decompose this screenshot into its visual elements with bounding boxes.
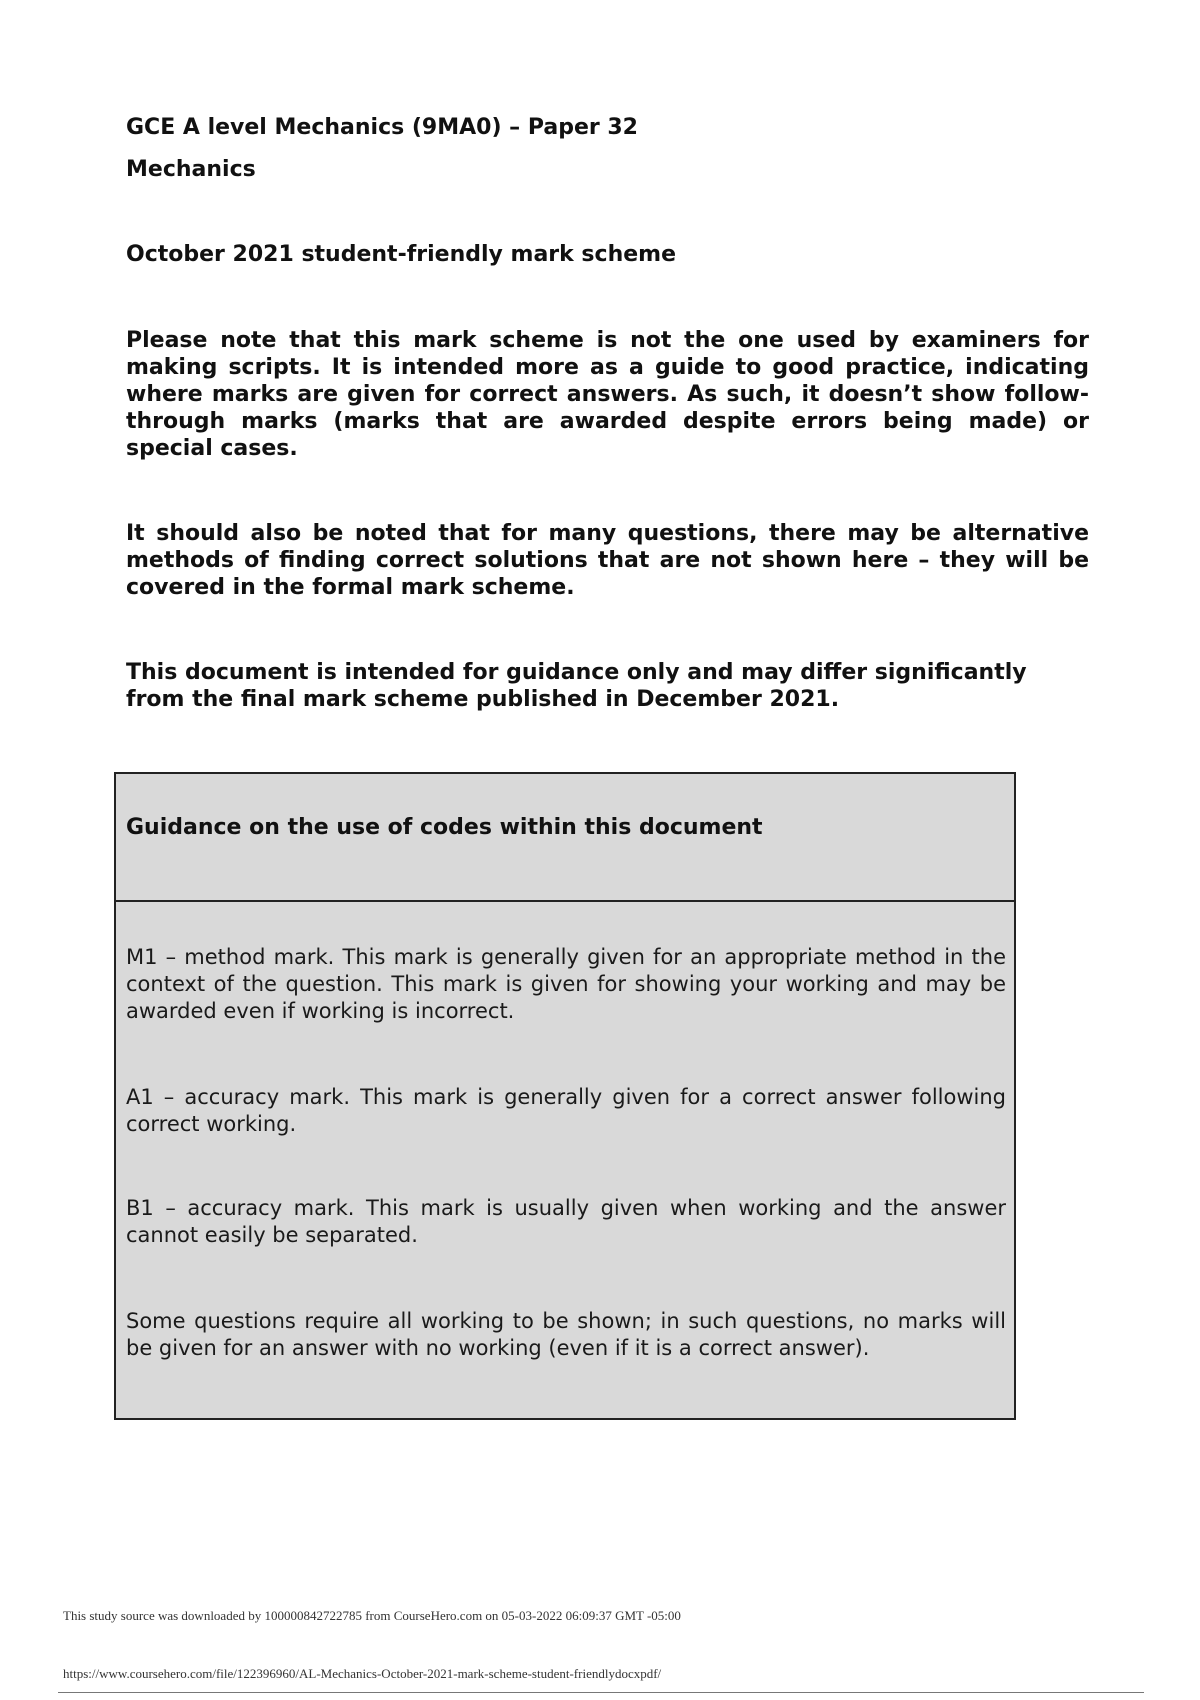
guidance-item-working: Some questions require all working to be shown; in such questions, no marks will be given for an answer with no working (even if it is a correct answer). bbox=[126, 1309, 1006, 1360]
footer-divider bbox=[58, 1692, 1144, 1693]
mark-scheme-edition: October 2021 student-friendly mark scheme bbox=[126, 242, 676, 267]
alternative-methods-paragraph: It should also be noted that for many questions, there may be alternative methods of finding correct solutions that are not shown here – they will be covered in the formal mark scheme. bbox=[126, 521, 1089, 600]
guidance-disclaimer-paragraph: This document is intended for guidance only and may differ significantly from the final mark scheme published in December 2021. bbox=[126, 660, 1027, 712]
download-note: This study source was downloaded by 100000842722785 from CourseHero.com on 05-03-2022 06:09:37 GMT -05:00 bbox=[63, 1608, 681, 1623]
guidance-title: Guidance on the use of codes within this document bbox=[126, 815, 763, 840]
guidance-item-m1: M1 – method mark. This mark is generally given for an appropriate method in the context of the question. This mark is given for showing your working and may be awarded even if working is incorrect. bbox=[126, 945, 1006, 1023]
guidance-item-b1: B1 – accuracy mark. This mark is usually given when working and the answer cannot easily be separated. bbox=[126, 1196, 1006, 1247]
source-url[interactable]: https://www.coursehero.com/file/122396960/AL-Mechanics-October-2021-mark-scheme-student-friendlydocxpdf/ bbox=[63, 1666, 662, 1681]
guidance-header bbox=[116, 774, 1014, 902]
document-title: GCE A level Mechanics (9MA0) – Paper 32 bbox=[126, 115, 638, 140]
document-subtitle: Mechanics bbox=[126, 157, 256, 182]
guidance-box bbox=[114, 772, 1016, 1420]
note-paragraph: Please note that this mark scheme is not the one used by examiners for making scripts. It is intended more as a guide to good practice, indicating where marks are given for correct answers. As such, it doesn’t show follow-through marks (marks that are awarded despite errors being made) or special cases. bbox=[126, 328, 1089, 461]
guidance-item-a1: A1 – accuracy mark. This mark is generally given for a correct answer following correct working. bbox=[126, 1085, 1006, 1136]
